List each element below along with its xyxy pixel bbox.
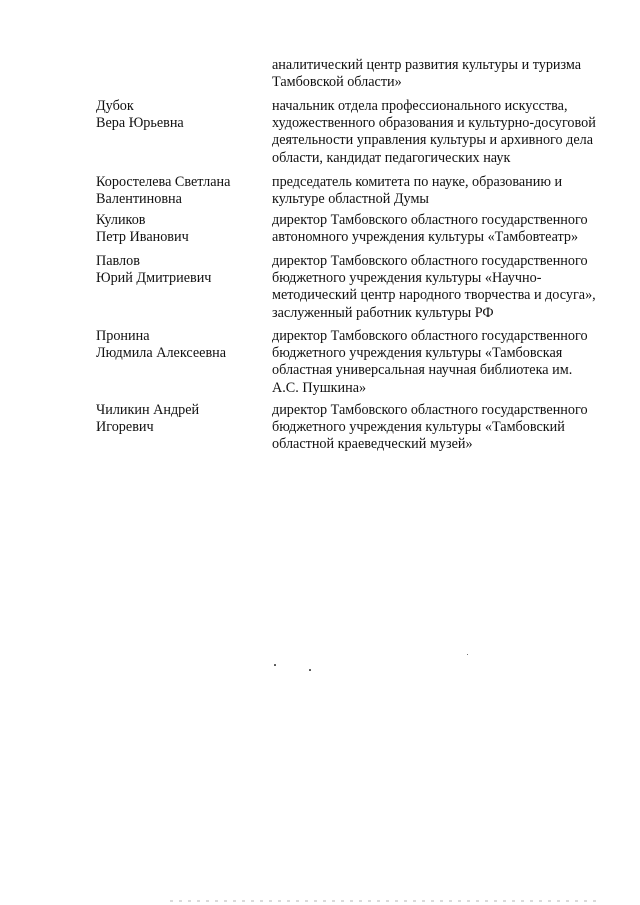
member-description: аналитический центр развития культуры и туризма Тамбовской области» [272, 57, 582, 91]
member-name: Куликов Петр Иванович [96, 212, 189, 246]
member-name: Пронина Людмила Алексеевна [96, 328, 227, 362]
member-name: Коростелева Светлана Валентиновна [96, 174, 231, 208]
member-name: Павлов Юрий Дмитриевич [96, 253, 212, 287]
scan-speck [274, 664, 276, 666]
member-description: директор Тамбовского областного государственного бюджетного учреждения культуры «Тамбовская областная универсальная научная библиотека им. А.С. Пушкина» [272, 328, 588, 396]
member-description: председатель комитета по науке, образованию и культуре областной Думы [272, 174, 563, 208]
member-description: начальник отдела профессионального искусства, художественного образования и культурно-досуговой деятельности управления культуры и архивного дела области, кандидат педагогических наук [272, 98, 596, 166]
scan-speck [467, 654, 468, 655]
member-description: директор Тамбовского областного государственного автономного учреждения культуры «Тамбовтеатр» [272, 212, 588, 246]
member-description: директор Тамбовского областного государственного бюджетного учреждения культуры «Тамбовский областной краеведческий музей» [272, 402, 588, 453]
member-name: Чиликин Андрей Игоревич [96, 402, 200, 436]
member-description: директор Тамбовского областного государственного бюджетного учреждения культуры «Научно- методический центр народного творчества и досуга», заслуженный работник культуры РФ [272, 253, 596, 321]
member-name: Дубок Вера Юрьевна [96, 98, 184, 132]
scan-speck [309, 669, 311, 671]
scan-edge-line [170, 900, 600, 902]
